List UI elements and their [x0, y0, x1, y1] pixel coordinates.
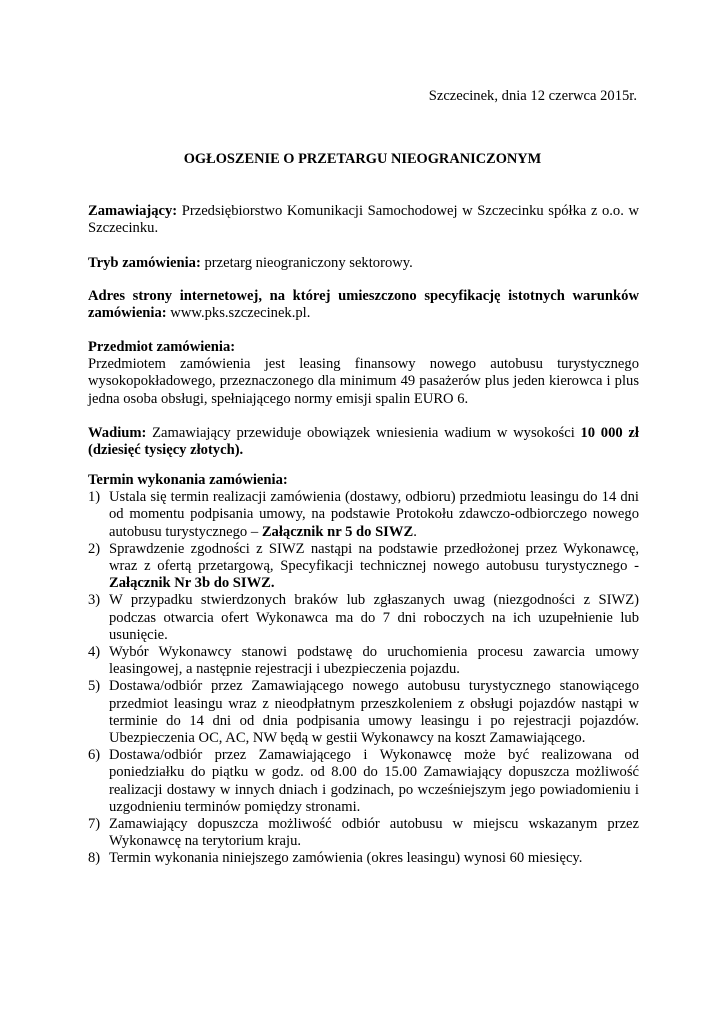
item-text: W przypadku stwierdzonych braków lub zgłaszanych uwag (niezgodności z SIWZ) podczas otwarcia ofert Wykonawca ma do 7 dni roboczych na ich uzupełnienie lub usunięcie. — [109, 592, 639, 643]
item-number: 6) — [88, 747, 101, 764]
section-termin — [88, 472, 639, 868]
list-item — [88, 644, 639, 678]
item-number: 2) — [88, 540, 101, 557]
wadium-text: Zamawiający przewiduje obowiązek wniesienia wadium w wysokości — [152, 425, 575, 441]
termin-label: Termin wykonania zamówienia: — [88, 472, 288, 488]
section-przedmiot — [88, 339, 639, 408]
item-after: . — [413, 523, 417, 540]
list-item — [88, 816, 639, 850]
item-number: 8) — [88, 850, 101, 867]
adres-text: www.pks.szczecinek.pl. — [170, 305, 311, 322]
item-number: 5) — [88, 678, 101, 695]
item-bold: Załącznik Nr 3b do SIWZ. — [109, 575, 275, 592]
item-bold: Załącznik nr 5 do SIWZ — [261, 523, 414, 540]
adres-label: Adres strony internetowej, na której umieszczono specyfikację istotnych warunków zamówienia: — [88, 288, 639, 322]
item-text: Ustala się termin realizacji zamówienia (dostawy, odbioru) przedmiotu leasingu do 14 dni od momentu podpisania umowy, na podstawie Protokołu zdawczo-odbiorczego nowego autobusu turystycznego – — [109, 489, 639, 540]
list-item — [88, 850, 639, 867]
section-wadium — [88, 425, 639, 459]
list-item — [88, 747, 639, 816]
tryb-label: Tryb zamówienia: — [88, 255, 201, 271]
item-number: 3) — [88, 592, 101, 609]
przedmiot-text: Przedmiotem zamówienia jest leasing finansowy nowego autobusu turystycznego wysokopokładowego, przeznaczonego dla minimum 49 pasażerów plus jeden kierowca i plus jedna osoba obsługi, spełniającego normy emisji spalin EURO 6. — [88, 356, 639, 407]
termin-list — [88, 489, 639, 867]
list-item — [88, 678, 639, 747]
list-item — [88, 541, 639, 593]
tryb-text: przetarg nieograniczony sektorowy. — [204, 255, 413, 271]
section-zamawiajacy — [88, 203, 639, 237]
item-text: Sprawdzenie zgodności z SIWZ nastąpi na podstawie przedłożonej przez Wykonawcę, wraz z ofertą przetargową, Specyfikacji technicznej nowego autobusu turystycznego - — [109, 540, 639, 575]
document-title: OGŁOSZENIE O PRZETARGU NIEOGRANICZONYM — [183, 151, 542, 167]
wadium-label: Wadium: — [88, 425, 147, 441]
section-tryb — [88, 255, 639, 272]
item-text: Zamawiający dopuszcza możliwość odbiór autobusu w miejscu wskazanym przez Wykonawcę na terytorium kraju. — [109, 816, 639, 850]
date-line: Szczecinek, dnia 12 czerwca 2015r. — [428, 88, 637, 104]
zamawiajacy-text: Przedsiębiorstwo Komunikacji Samochodowej w Szczecinku spółka z o.o. w Szczecinku. — [88, 203, 639, 237]
item-text: Termin wykonania niniejszego zamówienia (okres leasingu) wynosi 60 miesięcy. — [109, 850, 583, 867]
item-number: 7) — [88, 816, 101, 833]
wadium-amount: 10 000 zł (dziesięć tysięcy złotych). — [88, 425, 639, 459]
item-text: Dostawa/odbiór przez Zamawiającego i Wykonawcę może być realizowana od poniedziałku do piątku w godz. od 8.00 do 15.00 Zamawiający dopuszcza możliwość realizacji dostawy w innych dniach i godzinach, po wcześniejszym jego powiadomieniu i uzgodnieniu terminów pomiędzy stronami. — [109, 747, 639, 815]
list-item — [88, 592, 639, 644]
list-item — [88, 489, 639, 541]
item-text: Wybór Wykonawcy stanowi podstawę do uruchomienia procesu zawarcia umowy leasingowej, a następnie rejestracji i ubezpieczenia pojazdu. — [109, 644, 639, 678]
przedmiot-label: Przedmiot zamówienia: — [88, 339, 236, 355]
item-number: 4) — [88, 644, 101, 661]
zamawiajacy-label: Zamawiający: — [88, 203, 178, 219]
item-text: Dostawa/odbiór przez Zamawiającego nowego autobusu turystycznego stanowiącego przedmiot leasingu wraz z nieodpłatnym przeszkoleniem z obsługi pojazdów nastąpi w terminie do 14 dni od dnia podpisania umowy leasingu i po rejestracji pojazdów. Ubezpieczenia OC, AC, NW będą w gestii Wykonawcy na koszt Zamawiającego. — [109, 678, 639, 747]
section-adres — [88, 288, 639, 322]
item-number: 1) — [88, 489, 101, 506]
